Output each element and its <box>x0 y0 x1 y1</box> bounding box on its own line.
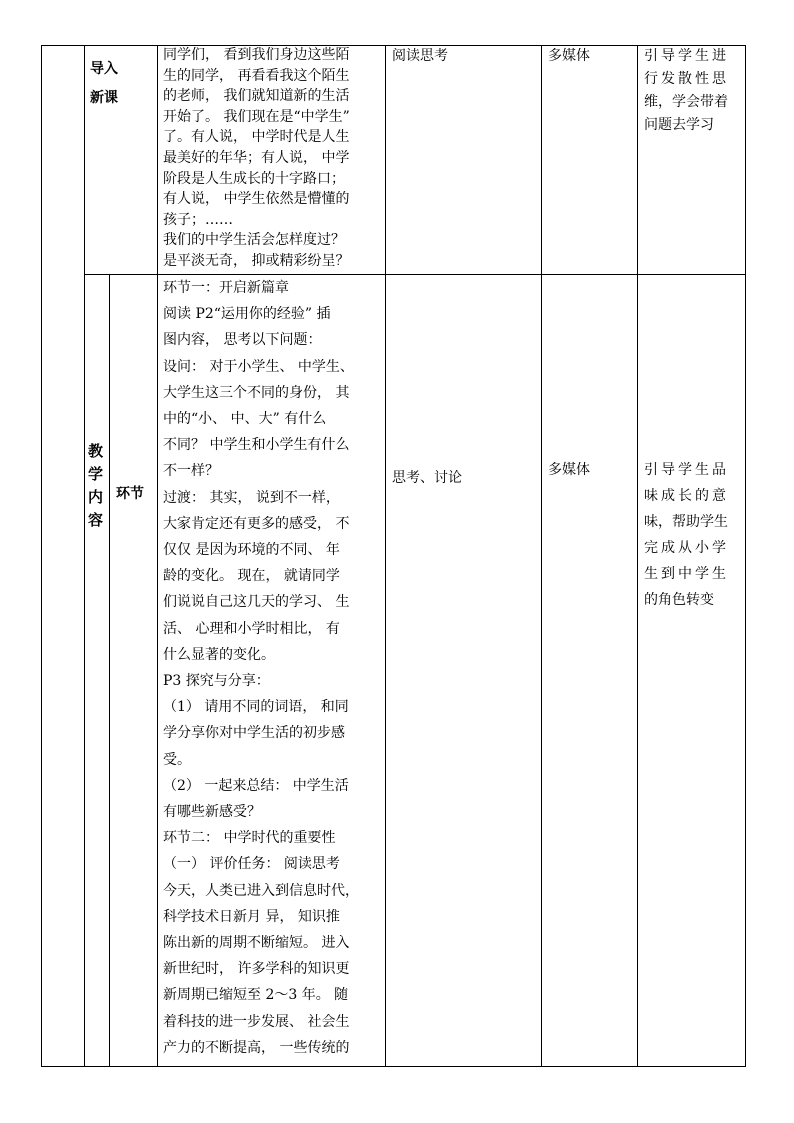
teaching-student-activity: 思考、讨论 <box>392 470 462 486</box>
intro-content-line: 了。有人说， 中学时代是人生 <box>163 129 350 146</box>
teaching-content-line: 设问： 对于小学生、 中学生、 <box>163 358 354 375</box>
teaching-content-line: 新周期已缩短至 2～3 年。 随 <box>163 987 349 1004</box>
column-divider-4 <box>541 45 542 1067</box>
intro-content-line: 孩子；…… <box>163 211 233 228</box>
intro-goal-line: 问题去学习 <box>644 117 714 133</box>
intro-content <box>163 45 383 272</box>
teaching-content-line: 阅读 P2“运用你的经验” 插 <box>163 306 331 323</box>
teaching-content-line: 不同？ 中学生和小学生有什么 <box>163 437 350 454</box>
intro-section-label <box>90 55 154 113</box>
teaching-content-line: 科学技术日新月 异， 知识推 <box>163 908 340 925</box>
intro-student-activity: 阅读思考 <box>392 48 448 64</box>
teaching-content-line: 不一样？ <box>163 463 219 480</box>
teaching-content-line: 们说说自己这几天的学习、 生 <box>163 594 350 611</box>
category-char: 容 <box>88 511 104 529</box>
teaching-content-line: 受。 <box>163 751 191 768</box>
intro-content-line: 同学们， 看到我们身边这些陌 <box>163 47 350 63</box>
teaching-content-line: 图内容， 思考以下问题： <box>163 332 322 349</box>
intro-content-line: 是平淡无奇， 抑或精彩纷呈？ <box>163 252 350 269</box>
column-divider-1 <box>84 45 85 1067</box>
teaching-content-line: 活、 心理和小学时相比， 有 <box>163 620 340 637</box>
teaching-content-line: 什么显著的变化。 <box>163 646 275 663</box>
intro-label-line2: 新课 <box>90 90 118 106</box>
teaching-content <box>163 275 383 1061</box>
category-char: 教 <box>88 442 104 460</box>
intro-goal-line: 引导学生进 <box>644 48 729 64</box>
column-divider-2 <box>157 45 158 1067</box>
teaching-goal-line: 生到中学生 <box>644 566 729 582</box>
table-right-border <box>745 45 746 1067</box>
teaching-content-line: 大家肯定还有更多的感受， 不 <box>163 515 350 532</box>
teaching-content-line: （2） 一起来总结： 中学生活 <box>163 777 349 794</box>
teaching-content-line: （一） 评价任务： 阅读思考 <box>163 856 340 873</box>
column-divider-3 <box>385 45 386 1067</box>
teaching-content-line: 陈出新的周期不断缩短。 进入 <box>163 935 350 952</box>
teaching-content-line: 龄的变化。 现在， 就请同学 <box>163 568 340 585</box>
teaching-content-line: 有哪些新感受？ <box>163 804 261 821</box>
teaching-phase-label: 环节 <box>116 486 144 502</box>
teaching-content-line: 中的“小、 中、大” 有什么 <box>163 411 327 428</box>
intro-content-line: 生的同学， 再看看我这个陌生 <box>163 67 350 84</box>
intro-content-line: 阶段是人生成长的十字路口； <box>163 170 345 187</box>
teaching-content-line: P3 探究与分享： <box>163 673 270 690</box>
column-divider-5 <box>637 45 638 1067</box>
intro-content-line: 的老师， 我们就知道新的生活 <box>163 88 350 105</box>
intro-goal <box>644 45 744 137</box>
teaching-content-line: （1） 请用不同的词语， 和同 <box>163 699 349 716</box>
intro-label-line1: 导入 <box>90 61 118 77</box>
teaching-content-line: 着科技的进一步发展、 社会生 <box>163 1013 350 1030</box>
teaching-goal-line: 的角色转变 <box>644 592 714 608</box>
teaching-goal-line: 完成从小学 <box>644 540 729 556</box>
intro-content-line: 我们的中学生活会怎样度过？ <box>163 232 345 249</box>
intro-content-line: 有人说， 中学生依然是懵懂的 <box>163 191 350 208</box>
category-char: 内 <box>88 488 104 506</box>
teaching-goal-line: 味成长的意 <box>644 488 729 504</box>
teaching-content-line: 环节二： 中学时代的重要性 <box>163 830 336 847</box>
teaching-content-line: 仅仅 是因为环境的不同、 年 <box>163 542 340 559</box>
teaching-content-line: 过渡： 其实， 说到不一样， <box>163 489 340 506</box>
intro-content-line: 最美好的年华；有人说， 中学 <box>163 149 350 166</box>
intro-content-line: 开始了。 我们现在是“中学生” <box>163 108 350 125</box>
teaching-content-line: 学分享你对中学生活的初步感 <box>163 725 345 742</box>
column-divider-category <box>109 274 110 1067</box>
intro-goal-line: 行发散性思 <box>644 71 729 87</box>
table-bottom-border <box>41 1066 746 1067</box>
teaching-content-line: 大学生这三个不同的身份， 其 <box>163 384 350 401</box>
teaching-content-line: 今天，人类已进入到信息时代， <box>163 882 359 899</box>
teaching-category-label <box>88 440 108 532</box>
teaching-goal-line: 引导学生品 <box>644 462 729 478</box>
teaching-goal-line: 味，帮助学生 <box>644 514 728 530</box>
intro-goal-line: 维，学会带着 <box>644 94 728 110</box>
teaching-content-line: 环节一：开启新篇章 <box>163 280 289 296</box>
table-left-border <box>41 45 42 1067</box>
teaching-goal <box>644 457 744 613</box>
category-char: 学 <box>88 465 104 483</box>
teaching-content-line: 新世纪时， 许多学科的知识更 <box>163 961 350 978</box>
teaching-method: 多媒体 <box>548 462 590 478</box>
intro-method: 多媒体 <box>548 48 590 64</box>
teaching-content-line: 产力的不断提高， 一些传统的 <box>163 1039 350 1056</box>
